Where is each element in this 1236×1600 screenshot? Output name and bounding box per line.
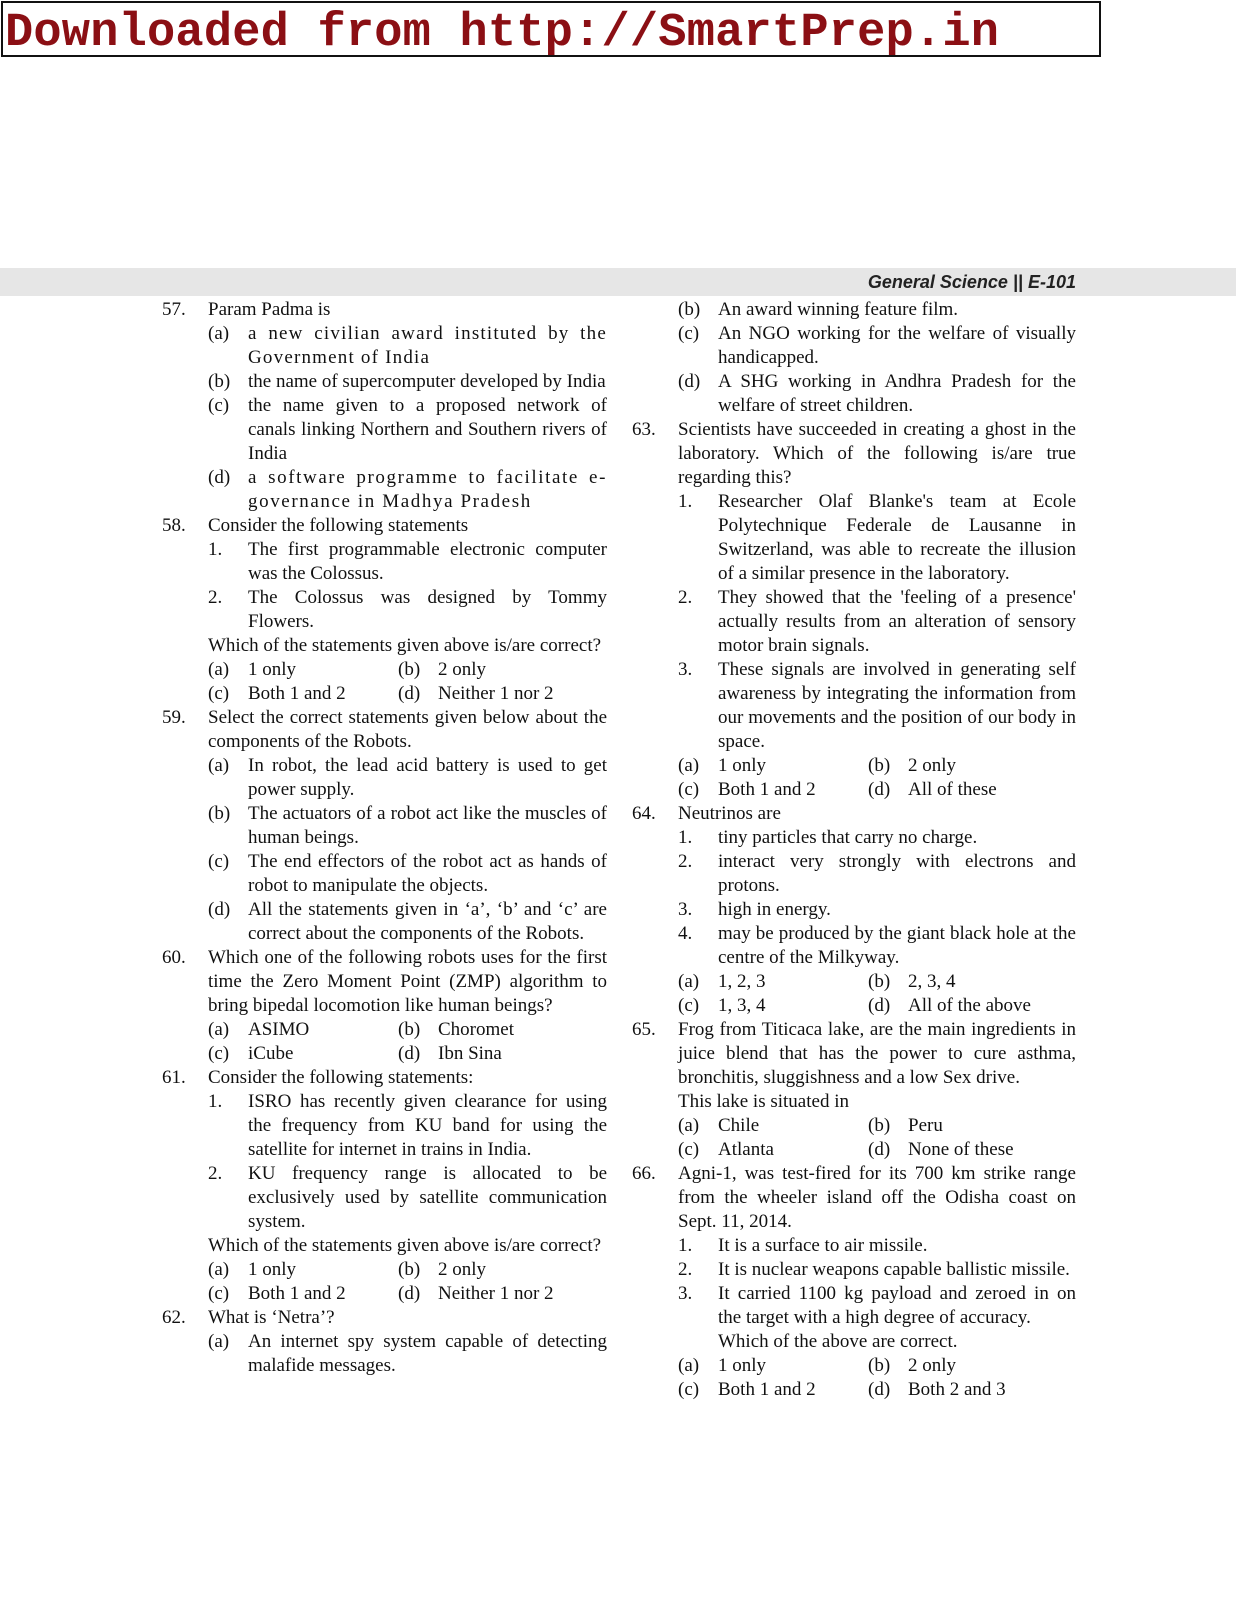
question-61 (162, 1066, 607, 1306)
option-text: Neither 1 nor 2 (438, 683, 554, 704)
option-label: (b) (678, 299, 701, 320)
option-label: (b) (398, 1259, 421, 1280)
option-b (678, 298, 1076, 322)
option-a (678, 970, 868, 994)
option-c (678, 778, 868, 802)
option-label: (d) (208, 899, 231, 920)
statement-1 (208, 538, 607, 586)
option-d (868, 1138, 1076, 1162)
option-label: (a) (208, 1331, 230, 1352)
statement-1 (678, 826, 1076, 850)
option-text: None of these (908, 1139, 1014, 1160)
statement-text: ISRO has recently given clearance for using the frequency from KU band for using the satellite for internet in trains in India. (248, 1091, 607, 1160)
option-d (868, 778, 1076, 802)
option-label: (c) (678, 779, 700, 800)
question-text: What is ‘Netra’? (208, 1307, 335, 1328)
option-c (678, 1138, 868, 1162)
option-d (208, 898, 607, 946)
option-label: (d) (868, 995, 891, 1016)
option-label: (d) (398, 683, 421, 704)
option-text: Chile (718, 1115, 760, 1136)
option-text: Both 1 and 2 (718, 779, 816, 800)
statement-label: 1. (678, 491, 693, 512)
option-b (398, 658, 607, 682)
option-text: 1 only (248, 659, 297, 680)
option-text: All the statements given in ‘a’, ‘b’ and ‘c’ are correct about the components of the Robots. (248, 899, 607, 944)
download-banner (1, 1, 1101, 60)
statement-3 (678, 1282, 1076, 1354)
option-a (678, 1114, 868, 1138)
option-label: (c) (208, 683, 230, 704)
option-text: The end effectors of the robot act as hands of robot to manipulate the objects. (248, 851, 607, 896)
statement-2 (208, 586, 607, 634)
option-label: (c) (208, 1283, 230, 1304)
statement-text: It carried 1100 kg payload and zeroed in on the target with a high degree of accuracy. (718, 1283, 1076, 1328)
option-label: (c) (208, 395, 230, 416)
statement-label: 3. (678, 659, 693, 680)
question-number: 62. (162, 1307, 186, 1328)
question-text: Consider the following statements: (208, 1067, 474, 1088)
statement-2 (678, 850, 1076, 898)
statement-label: 1. (678, 1235, 693, 1256)
statement-text: Researcher Olaf Blanke's team at Ecole Polytechnique Federale de Lausanne in Switzerland, was able to recreate the illusion of a similar presence in the laboratory. (718, 491, 1076, 584)
option-label: (c) (678, 1379, 700, 1400)
option-label: (c) (678, 1139, 700, 1160)
question-60 (162, 946, 607, 1066)
option-b (868, 1354, 1076, 1378)
question-number: 61. (162, 1067, 186, 1088)
option-text: Choromet (438, 1019, 514, 1040)
question-58 (162, 514, 607, 706)
option-label: (a) (678, 1115, 700, 1136)
question-63 (632, 418, 1076, 802)
option-text: 1 only (718, 755, 767, 776)
option-label: (a) (208, 659, 230, 680)
option-d (398, 1042, 607, 1066)
option-text: In robot, the lead acid battery is used to get power supply. (248, 755, 607, 800)
question-number: 66. (632, 1163, 656, 1184)
question-text: Neutrinos are (678, 803, 781, 824)
option-label: (c) (678, 323, 700, 344)
option-d (398, 682, 607, 706)
question-text: Consider the following statements (208, 515, 469, 536)
question-64 (632, 802, 1076, 1018)
statement-text: KU frequency range is allocated to be exclusively used by satellite communication system. (248, 1163, 607, 1232)
question-65 (632, 1018, 1076, 1162)
page-header: General Science || E-101 (867, 272, 1076, 292)
question-text: Scientists have succeeded in creating a ghost in the laboratory. Which of the following is/are true regarding this? (678, 419, 1076, 488)
option-label: (d) (398, 1043, 421, 1064)
option-c (678, 994, 868, 1018)
option-d (868, 994, 1076, 1018)
option-text: A SHG working in Andhra Pradesh for the welfare of street children. (718, 371, 1076, 416)
option-label: (b) (398, 1019, 421, 1040)
option-text: iCube (248, 1043, 294, 1064)
question-62-continued (632, 298, 1076, 418)
left-column (162, 298, 607, 1378)
option-label: (d) (868, 1379, 891, 1400)
option-text: Both 2 and 3 (908, 1379, 1006, 1400)
question-number: 60. (162, 947, 186, 968)
question-prompt: This lake is situated in (678, 1091, 849, 1112)
option-label: (a) (678, 755, 700, 776)
options-grid (678, 1354, 1076, 1402)
statement-label: 3. (678, 1283, 693, 1304)
statement-1 (678, 490, 1076, 586)
option-d (868, 1378, 1076, 1402)
option-label: (d) (868, 1139, 891, 1160)
option-b (868, 1114, 1076, 1138)
option-c (208, 850, 607, 898)
right-column (632, 298, 1076, 1402)
option-label: (a) (678, 1355, 700, 1376)
option-label: (b) (868, 1115, 891, 1136)
options-grid (678, 1114, 1076, 1162)
statement-text: interact very strongly with electrons and protons. (718, 851, 1076, 896)
statement-text: may be produced by the giant black hole at the centre of the Milkyway. (718, 923, 1076, 968)
option-label: (b) (868, 1355, 891, 1376)
option-label: (b) (398, 659, 421, 680)
option-a (678, 1354, 868, 1378)
statement-label: 1. (208, 1091, 223, 1112)
statement-text: They showed that the 'feeling of a presence' actually results from an alteration of sensory motor brain signals. (718, 587, 1076, 656)
option-label: (b) (208, 371, 231, 392)
option-label: (d) (678, 371, 701, 392)
question-text: Frog from Titicaca lake, are the main ingredients in juice blend that has the power to cure asthma, bronchitis, sluggishness and a low Sex drive. (678, 1019, 1076, 1088)
statement-3 (678, 898, 1076, 922)
option-text: Ibn Sina (438, 1043, 502, 1064)
option-a (208, 1018, 398, 1042)
option-label: (d) (868, 779, 891, 800)
option-b (398, 1018, 607, 1042)
option-text: 1, 3, 4 (718, 995, 766, 1016)
statement-label: 3. (678, 899, 693, 920)
statement-1 (678, 1234, 1076, 1258)
option-b (208, 370, 607, 394)
option-text: 2 only (908, 1355, 957, 1376)
statement-text: These signals are involved in generating self awareness by integrating the information from our movements and the position of our body in space. (718, 659, 1076, 752)
question-57 (162, 298, 607, 514)
statement-2 (678, 1258, 1076, 1282)
option-text: ASIMO (248, 1019, 310, 1040)
option-text: Atlanta (718, 1139, 774, 1160)
option-label: (a) (678, 971, 700, 992)
option-label: (d) (208, 467, 231, 488)
option-label: (a) (208, 323, 230, 344)
question-prompt: Which of the statements given above is/are correct? (208, 1235, 602, 1256)
statement-text: high in energy. (718, 899, 831, 920)
statement-label: 2. (208, 1163, 223, 1184)
option-label: (c) (678, 995, 700, 1016)
question-number: 57. (162, 299, 186, 320)
option-d (398, 1282, 607, 1306)
option-label: (a) (208, 1019, 230, 1040)
option-b (868, 754, 1076, 778)
option-text: Peru (908, 1115, 943, 1136)
question-66 (632, 1162, 1076, 1402)
question-62 (162, 1306, 607, 1378)
option-text: All of the above (908, 995, 1031, 1016)
question-number: 63. (632, 419, 656, 440)
question-text: Which one of the following robots uses for the first time the Zero Moment Point (ZMP) algorithm to bring bipedal locomotion like human beings? (208, 947, 607, 1016)
statement-text: tiny particles that carry no charge. (718, 827, 978, 848)
question-prompt: Which of the statements given above is/are correct? (208, 635, 602, 656)
option-text: 2 only (438, 1259, 487, 1280)
options-grid (208, 658, 607, 706)
question-59 (162, 706, 607, 946)
option-label: (b) (208, 803, 231, 824)
question-number: 58. (162, 515, 186, 536)
statement-label: 1. (678, 827, 693, 848)
options-grid (208, 1018, 607, 1066)
option-b (868, 970, 1076, 994)
option-text: the name of supercomputer developed by India (248, 371, 606, 392)
option-text: Both 1 and 2 (248, 1283, 346, 1304)
option-d (208, 466, 607, 514)
option-a (678, 754, 868, 778)
options-grid (678, 970, 1076, 1018)
option-text: The actuators of a robot act like the muscles of human beings. (248, 803, 607, 848)
option-text: 2, 3, 4 (908, 971, 956, 992)
option-text: a new civilian award instituted by the Government of India (248, 323, 607, 368)
option-text: An internet spy system capable of detecting malafide messages. (248, 1331, 607, 1376)
statement-1 (208, 1090, 607, 1162)
option-label: (a) (208, 1259, 230, 1280)
option-a (208, 1330, 607, 1378)
option-a (208, 754, 607, 802)
statement-label: 2. (208, 587, 223, 608)
option-text: 2 only (908, 755, 957, 776)
question-number: 64. (632, 803, 656, 824)
statement-text: The first programmable electronic computer was the Colossus. (248, 539, 607, 584)
option-text: 2 only (438, 659, 487, 680)
options-grid (678, 754, 1076, 802)
statement-3 (678, 658, 1076, 754)
option-text: Both 1 and 2 (718, 1379, 816, 1400)
option-c (678, 1378, 868, 1402)
option-b (398, 1258, 607, 1282)
option-text: Neither 1 nor 2 (438, 1283, 554, 1304)
statement-label: 1. (208, 539, 223, 560)
option-label: (c) (208, 851, 230, 872)
statement-2 (208, 1162, 607, 1234)
option-text: the name given to a proposed network of canals linking Northern and Southern rivers of India (248, 395, 607, 464)
option-label: (c) (208, 1043, 230, 1064)
option-c (208, 1282, 398, 1306)
statement-text: It is nuclear weapons capable ballistic missile. (718, 1259, 1070, 1280)
option-text: All of these (908, 779, 997, 800)
statement-label: 2. (678, 1259, 693, 1280)
question-text: Agni-1, was test-fired for its 700 km strike range from the wheeler island off the Odisha coast on Sept. 11, 2014. (678, 1163, 1076, 1232)
option-text: An NGO working for the welfare of visually handicapped. (718, 323, 1076, 368)
option-c (208, 1042, 398, 1066)
option-text: 1 only (718, 1355, 767, 1376)
option-text: a software programme to facilitate e-governance in Madhya Pradesh (248, 467, 607, 512)
banner-text: Downloaded from http://SmartPrep.in (5, 7, 1000, 60)
option-a (208, 322, 607, 370)
statement-2 (678, 586, 1076, 658)
option-label: (d) (398, 1283, 421, 1304)
option-c (678, 322, 1076, 370)
statement-text: The Colossus was designed by Tommy Flowers. (248, 587, 607, 632)
question-number: 65. (632, 1019, 656, 1040)
option-label: (a) (208, 755, 230, 776)
option-text: An award winning feature film. (718, 299, 959, 320)
option-b (208, 802, 607, 850)
option-label: (b) (868, 755, 891, 776)
option-d (678, 370, 1076, 418)
option-c (208, 394, 607, 466)
options-grid (208, 1258, 607, 1306)
statement-4 (678, 922, 1076, 970)
option-c (208, 682, 398, 706)
statement-label: 4. (678, 923, 693, 944)
option-text: 1, 2, 3 (718, 971, 766, 992)
option-a (208, 1258, 398, 1282)
option-text: Both 1 and 2 (248, 683, 346, 704)
question-prompt: Which of the above are correct. (718, 1331, 958, 1352)
option-a (208, 658, 398, 682)
question-number: 59. (162, 707, 186, 728)
option-text: 1 only (248, 1259, 297, 1280)
statement-label: 2. (678, 851, 693, 872)
question-text: Select the correct statements given below about the components of the Robots. (208, 707, 607, 752)
statement-text: It is a surface to air missile. (718, 1235, 928, 1256)
question-text: Param Padma is (208, 299, 331, 320)
option-label: (b) (868, 971, 891, 992)
statement-label: 2. (678, 587, 693, 608)
